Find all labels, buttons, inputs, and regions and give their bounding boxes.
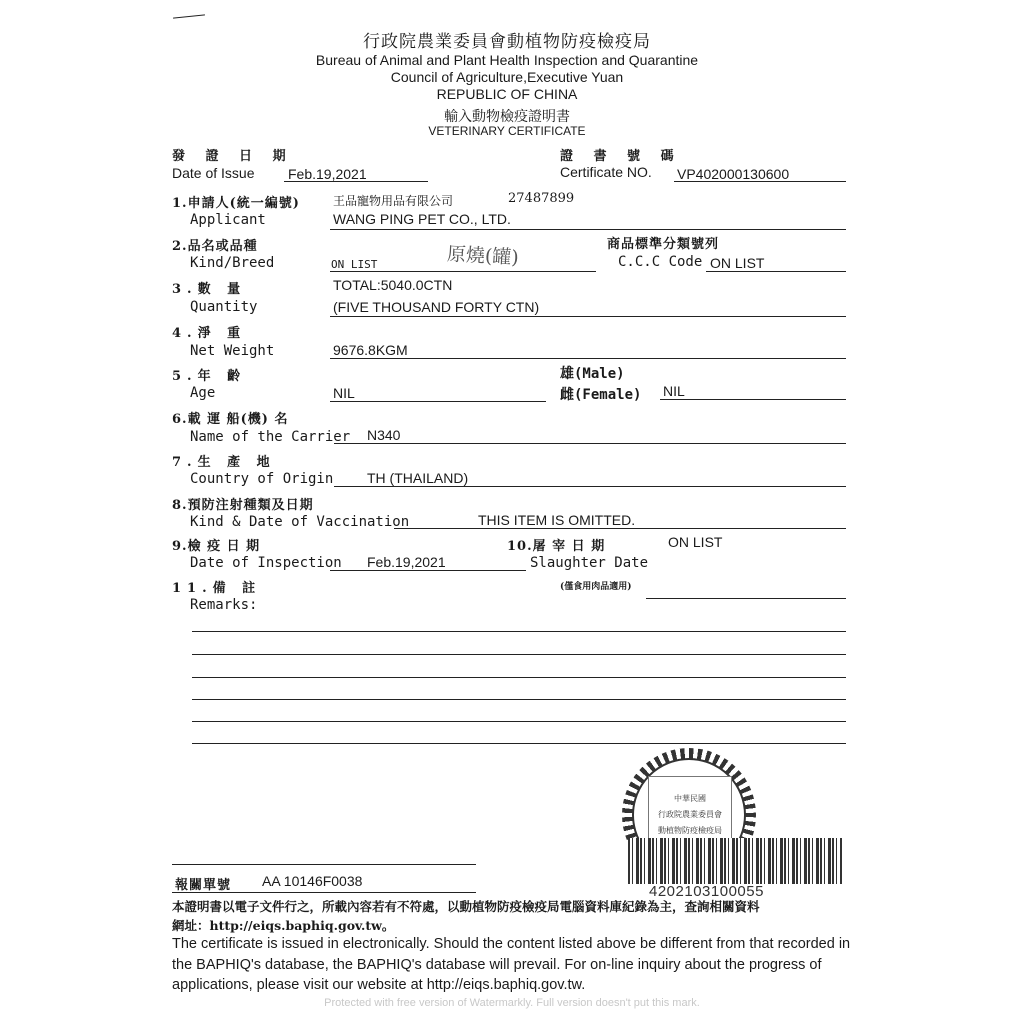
origin-label-cn: 7.生 產 地: [172, 455, 276, 470]
ccc-label-cn: 商品標準分類號列: [607, 237, 720, 252]
remarks-line: [192, 699, 846, 700]
slaughter-label-en: Slaughter Date: [530, 555, 649, 571]
applicant-label-en: Applicant: [190, 212, 266, 228]
barcode: [628, 838, 842, 884]
notice-cn: 本證明書以電子文件行之，所載內容若有不符處，以動植物防疫檢疫局電腦資料庫紀錄為主，查詢相關資料: [172, 899, 760, 914]
remarks-label-en: Remarks:: [190, 597, 258, 613]
kind-value: ON LIST: [331, 258, 378, 271]
remarks-line: [192, 631, 846, 632]
age-value: NIL: [333, 385, 355, 401]
cert-no-label-cn: 證 書 號 碼: [560, 149, 682, 164]
slaughter-label-cn: 10.屠 宰 日 期: [507, 539, 606, 554]
kind-handwritten-note: 原燒(罐): [446, 243, 520, 269]
inspection-label-cn: 9.檢 疫 日 期: [172, 539, 261, 554]
remarks-line: [192, 743, 846, 744]
applicant-value-cn: 王品寵物用品有限公司: [333, 194, 454, 208]
carrier-value: N340: [367, 427, 401, 443]
issue-date-value: Feb.19,2021: [288, 166, 367, 182]
inspection-label-en: Date of Inspection: [190, 555, 342, 571]
net-weight-label-cn: 4.淨 重: [172, 326, 247, 341]
quantity-words: (FIVE THOUSAND FORTY CTN): [333, 299, 540, 315]
inspection-date-value: Feb.19,2021: [367, 554, 446, 570]
cert-title-en: VETERINARY CERTIFICATE: [428, 124, 586, 138]
seal-line-2: 行政院農業委員會: [658, 810, 722, 819]
kind-label-cn: 2.品名或品種: [172, 239, 258, 254]
ccc-value: ON LIST: [710, 255, 765, 271]
age-label-cn: 5.年 齡: [172, 369, 247, 384]
remarks-line: [192, 721, 846, 722]
country-name-en: REPUBLIC OF CHINA: [436, 86, 578, 102]
pen-mark: [173, 14, 205, 18]
carrier-label-cn: 6.載 運 船(機) 名: [172, 412, 289, 427]
vaccination-label-cn: 8.預防注射種類及日期: [172, 498, 314, 513]
kind-label-en: Kind/Breed: [190, 255, 275, 271]
age-label-en: Age: [190, 385, 216, 401]
origin-value: TH (THAILAND): [367, 470, 469, 486]
cert-no-label-en: Certificate NO.: [560, 164, 652, 180]
female-label: 雌(Female): [560, 387, 642, 403]
net-weight-value: 9676.8KGM: [333, 342, 408, 358]
quantity-label-en: Quantity: [190, 299, 258, 315]
applicant-label-cn: 1.申請人(統一編號): [172, 196, 300, 211]
remarks-label-cn: 11.備 註: [172, 581, 262, 596]
remarks-line: [192, 654, 846, 655]
issue-date-label-en: Date of Issue: [172, 165, 255, 181]
ccc-label-en: C.C.C Code: [618, 254, 703, 270]
council-name-en: Council of Agriculture,Executive Yuan: [390, 69, 624, 85]
quantity-value: TOTAL:5040.0CTN: [333, 277, 453, 293]
slaughter-note: (僅食用肉品適用): [560, 582, 632, 592]
customs-number: AA 10146F0038: [262, 873, 363, 889]
customs-label-cn: 報關單號: [175, 878, 232, 893]
seal-line-3: 動植物防疫檢疫局: [658, 826, 722, 835]
watermark-text: Protected with free version of Watermarkly. Full version doesn't put this mark.: [324, 997, 700, 1009]
issue-date-label-cn: 發 證 日 期: [172, 149, 294, 164]
vaccination-label-en: Kind & Date of Vaccination: [190, 514, 410, 530]
cert-title-cn: 輸入動物檢疫證明書: [444, 109, 570, 125]
male-label: 雄(Male): [560, 366, 625, 382]
applicant-id: 27487899: [508, 191, 575, 206]
seal-line-1: 中華民國: [674, 794, 706, 803]
slaughter-value: ON LIST: [668, 534, 723, 550]
agency-name-cn: 行政院農業委員會動植物防疫檢疫局: [363, 32, 651, 52]
remarks-line: [192, 677, 846, 678]
agency-name-en: Bureau of Animal and Plant Health Inspection and Quarantine: [315, 52, 699, 68]
net-weight-label-en: Net Weight: [190, 343, 275, 359]
notice-en: The certificate is issued in electronically. Should the content listed above be different from that recorded in the BAPHIQ's database, the BAPHIQ's database will prevail. For on-line inquiry about the progress of applications, please visit our website at http://eiqs.baphiq.gov.tw.: [172, 936, 851, 993]
notice-cn-url: 網址：http://eiqs.baphiq.gov.tw。: [172, 918, 395, 933]
vaccination-value: THIS ITEM IS OMITTED.: [478, 512, 636, 528]
carrier-label-en: Name of the Carrier: [190, 429, 351, 445]
barcode-number: 4202103100055: [649, 883, 764, 900]
cert-no-value: VP402000130600: [677, 166, 790, 182]
quantity-label-cn: 3.數 量: [172, 282, 247, 297]
applicant-value-en: WANG PING PET CO., LTD.: [333, 211, 511, 227]
sex-value: NIL: [663, 383, 685, 399]
origin-label-en: Country of Origin: [190, 471, 334, 487]
